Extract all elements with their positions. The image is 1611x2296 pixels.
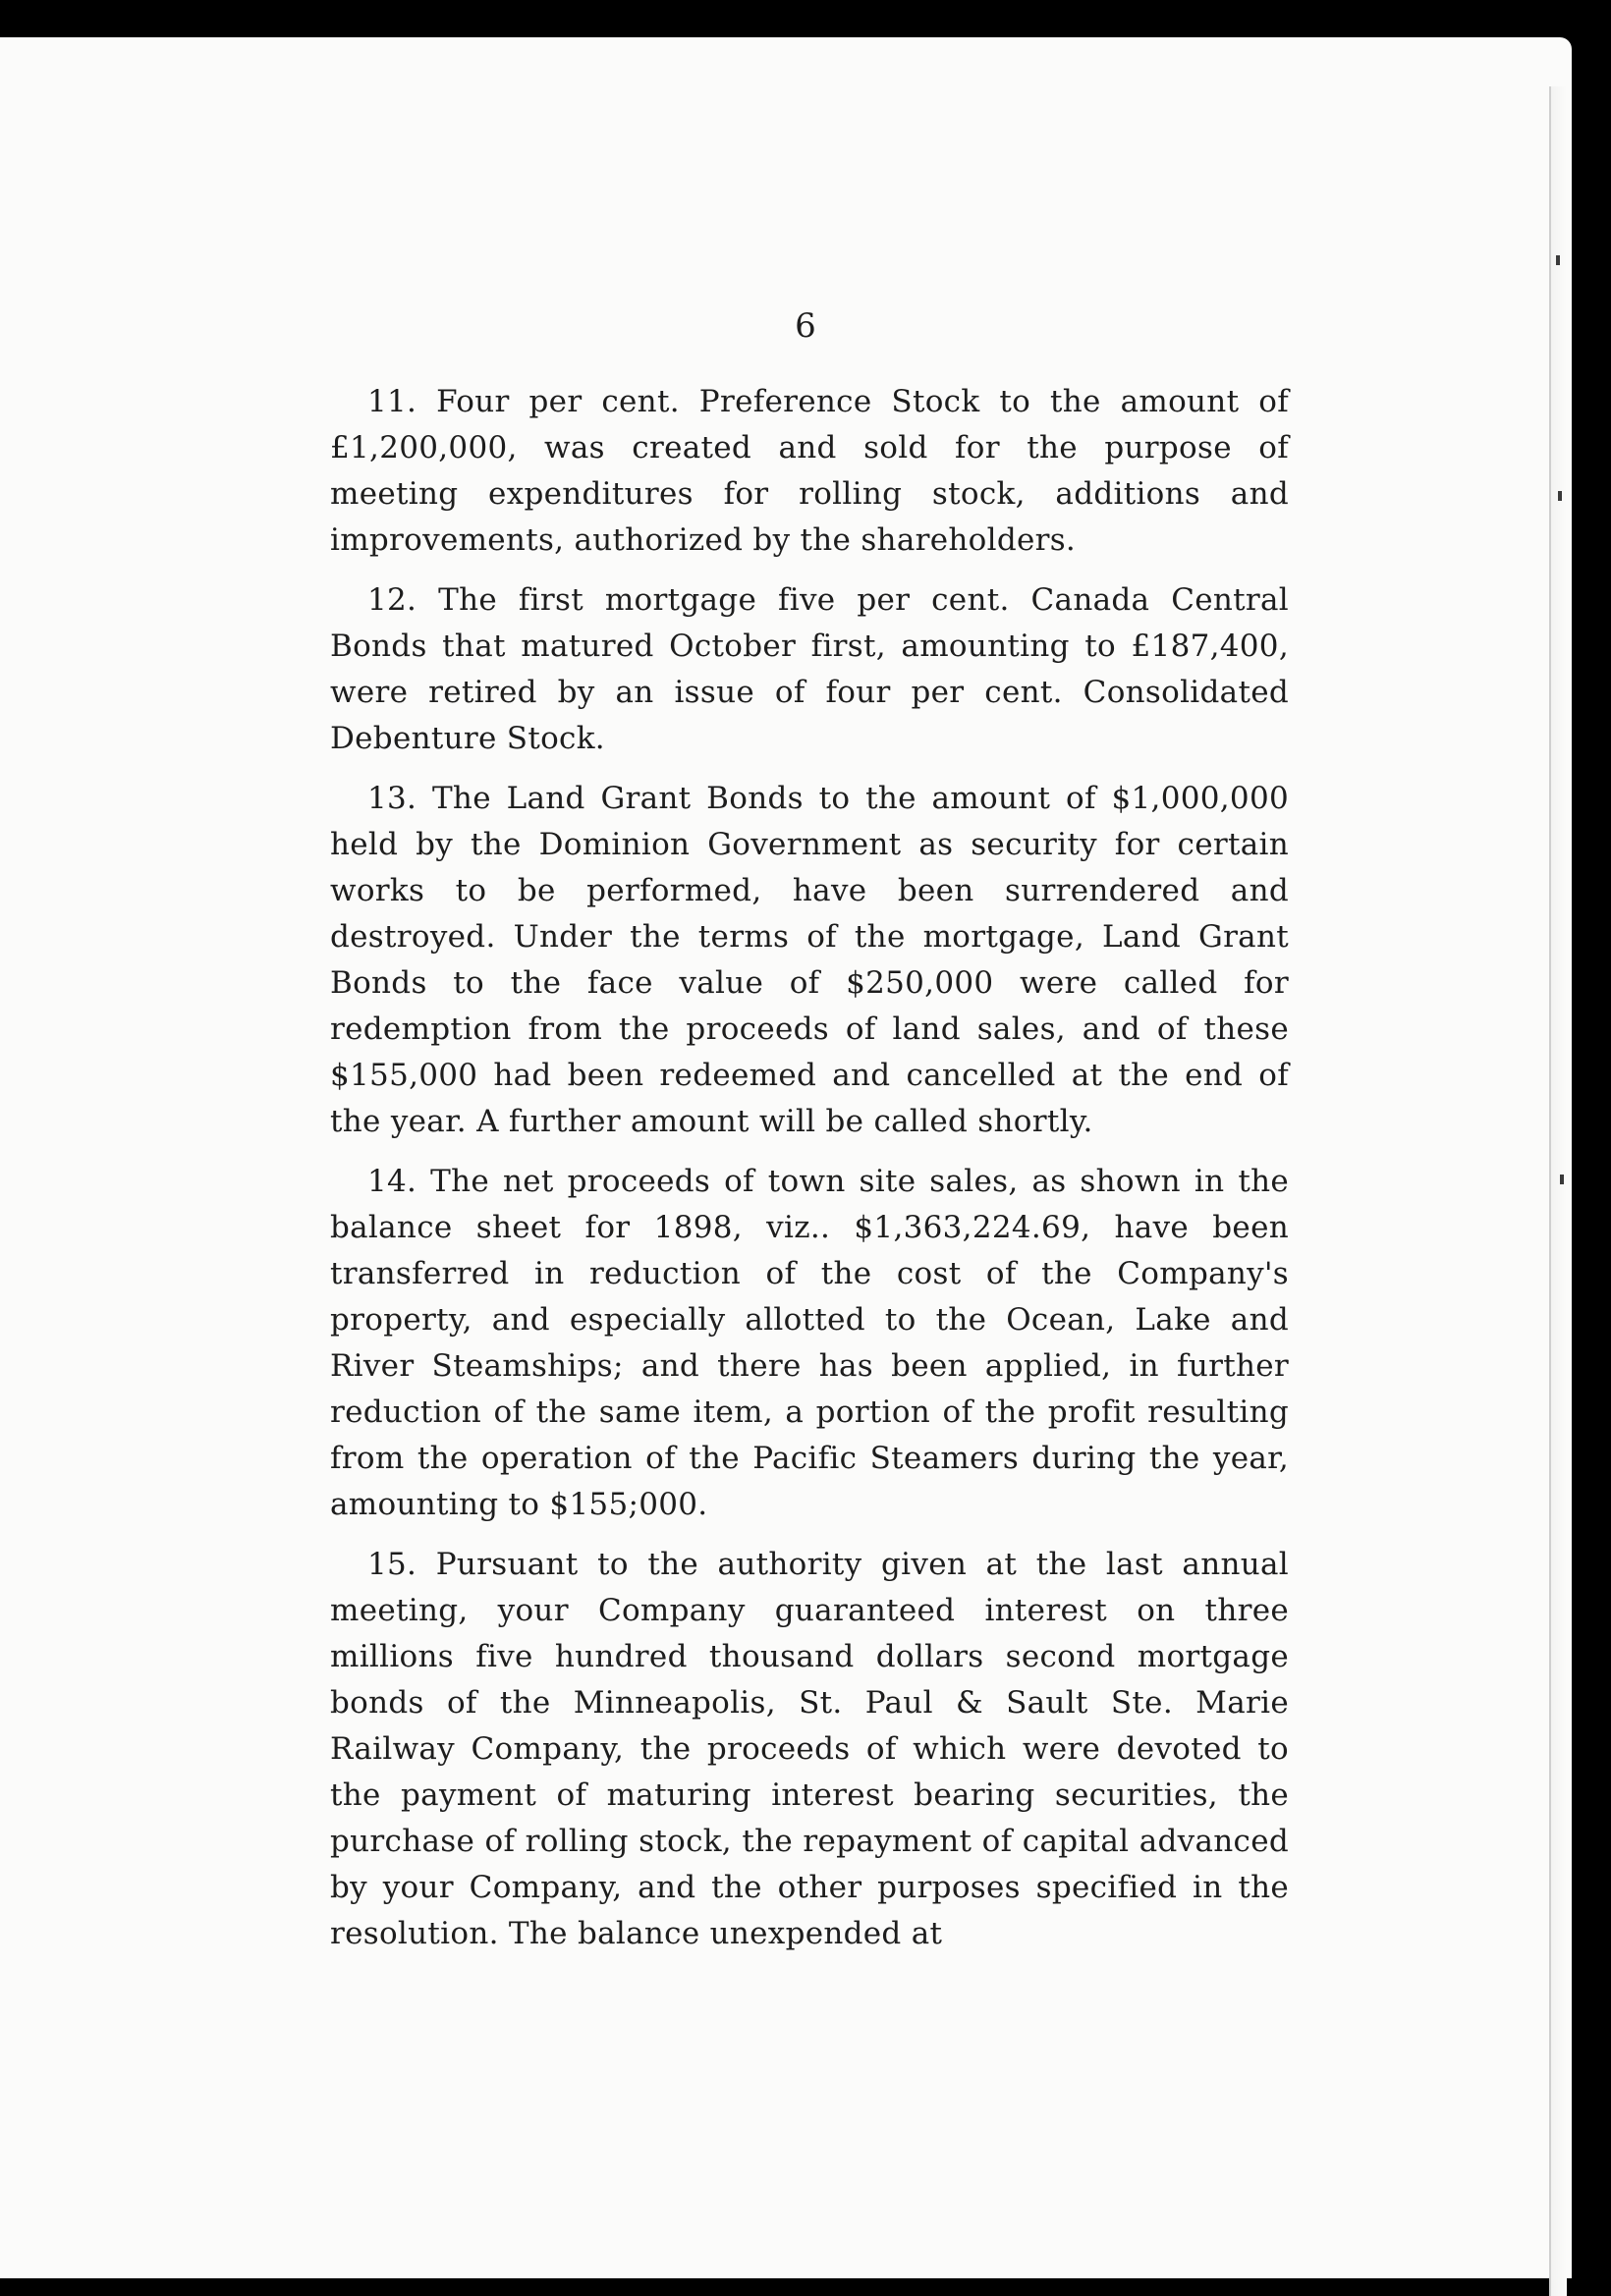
scan-speck bbox=[1560, 1175, 1564, 1184]
scan-speck bbox=[1556, 255, 1560, 265]
paragraph-13: 13. The Land Grant Bonds to the amount of $1,000,000 held by the Dominion Government as security for certain works to be performed, have been surrendered and destroyed. Under the terms of the mortgage, Land Grant Bonds to the face value of $250,000 were called for redemption from the proceeds of land sales, and of these $155,000 had been redeemed and cancelled at the end of the year. A further amount will be called shortly. bbox=[330, 781, 1289, 1139]
scan-speck bbox=[1558, 491, 1562, 501]
paragraph-15: 15. Pursuant to the authority given at the last annual meeting, your Company guaranteed interest on three millions five hundred thousand dollars second mortgage bonds of the Minneapolis, St. Paul & Sault Ste. Marie Railway Company, the proceeds of which were devoted to the payment of maturing interest bearing securities, the purchase of rolling stock, the repayment of capital advanced by your Company, and the other purposes specified in the resolution. The balance unexpended at bbox=[330, 1547, 1289, 1951]
page-number: 6 bbox=[795, 306, 816, 346]
paragraph-11: 11. Four per cent. Preference Stock to the amount of £1,200,000, was created and sold for the purpose of meeting expenditures for rolling stock, additions and improvements, authorized by the shareholders. bbox=[330, 384, 1289, 558]
paragraph-14: 14. The net proceeds of town site sales, as shown in the balance sheet for 1898, viz.. $1,363,224.69, have been transferred in reduction of the cost of the Company's property, and especially allotted to the Ocean, Lake and River Steamships; and there has been applied, in further reduction of the same item, a portion of the profit resulting from the operation of the Pacific Steamers during the year, amounting to $155;000. bbox=[330, 1164, 1289, 1522]
page-edge bbox=[1549, 86, 1567, 2296]
body-text bbox=[330, 379, 1289, 1971]
paragraph-12: 12. The first mortgage five per cent. Canada Central Bonds that matured October first, amounting to £187,400, were retired by an issue of four per cent. Consolidated Debenture Stock. bbox=[330, 582, 1289, 756]
